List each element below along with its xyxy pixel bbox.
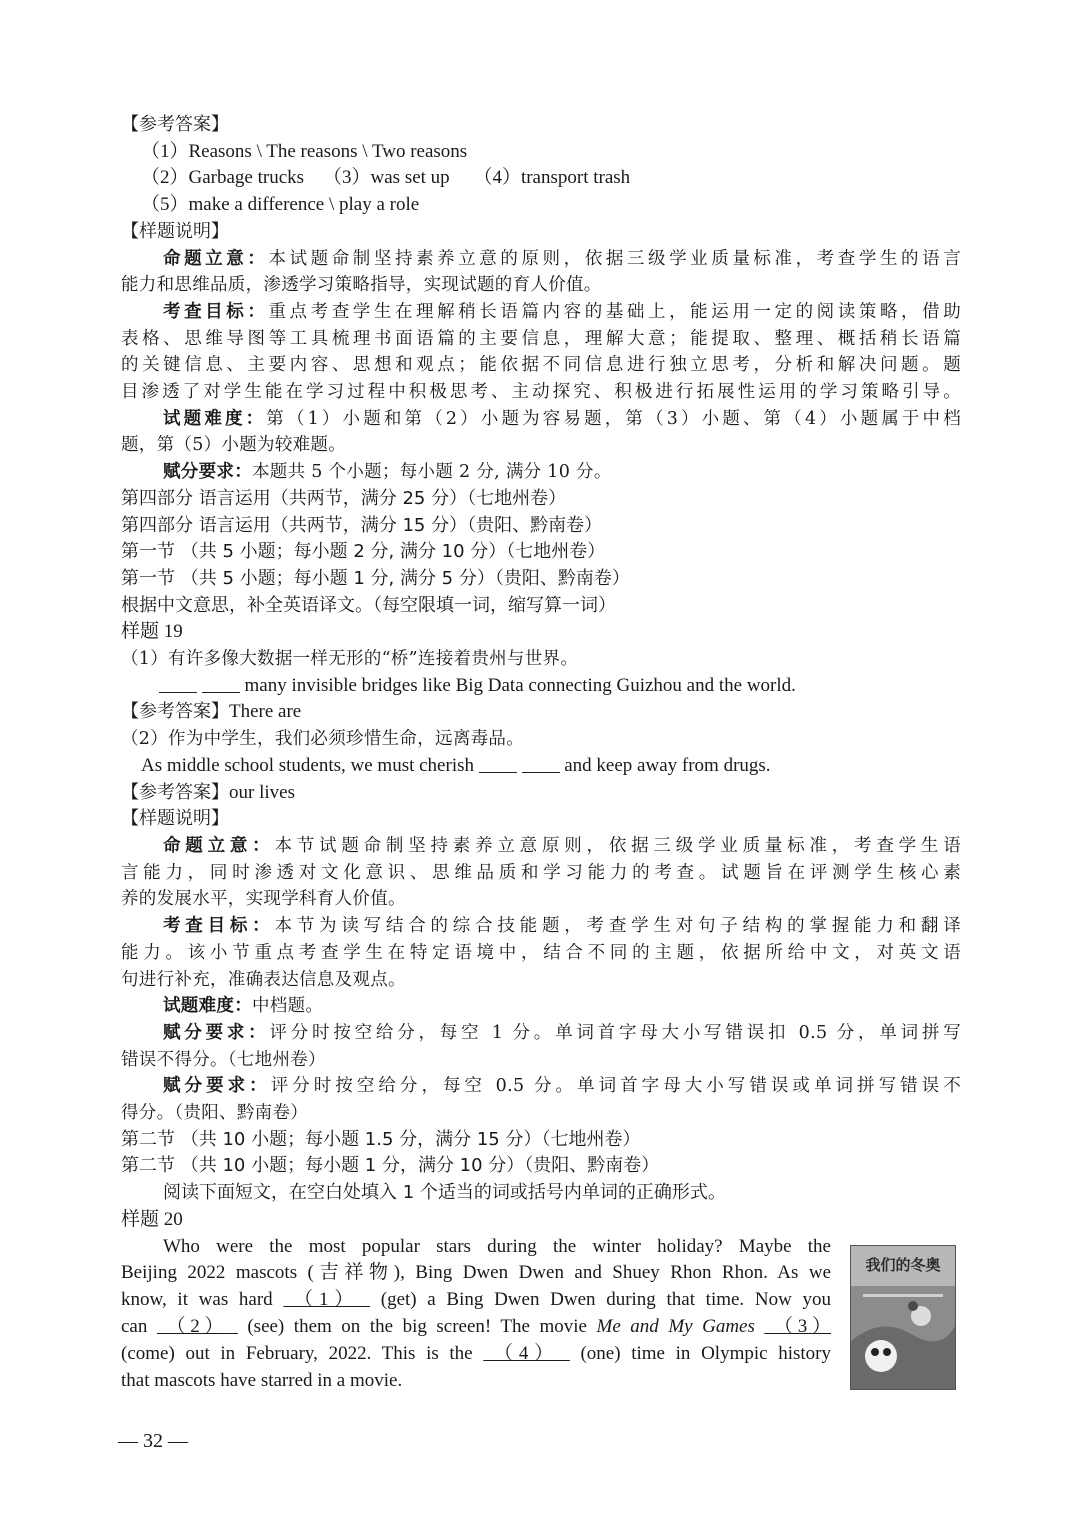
explain-paragraph: 命题立意：本试题命制坚持素养立意的原则，依据三级学业质量标准，考查学生的语言: [163, 248, 961, 269]
explain-paragraph: 赋分要求：评分时按空给分，每空 1 分。单词首字母大小写错误扣 0.5 分，单词拼写: [163, 1022, 961, 1043]
section-heading: 第二节 （共 10 小题；每小题 1.5 分，满分 15 分）（七地州卷）: [121, 1128, 641, 1150]
answer-blank: [202, 674, 240, 693]
explain-paragraph-cont: 错误不得分。（七地州卷）: [121, 1049, 326, 1070]
explain-paragraph-cont: 句进行补充，准确表达信息及观点。: [121, 969, 406, 990]
explain-paragraph-cont: 得分。（贵阳、黔南卷）: [121, 1103, 309, 1124]
passage-line: that mascots have starred in a movie.: [121, 1369, 403, 1391]
passage-line: Beijing 2022 mascots (吉祥物), Bing Dwen Dwen and Shuey Rhon Rhon. As we: [121, 1262, 831, 1284]
explain-header: 【样题说明】: [121, 220, 229, 242]
answer-blank: [479, 754, 517, 773]
passage-line: can （2） (see) them on the big screen! The movie Me and My Games （3）: [121, 1315, 831, 1337]
explain-paragraph-cont: 题，第（5）小题为较难题。: [121, 435, 347, 456]
blank-2: （2）: [166, 1315, 229, 1337]
section-heading: 第一节 （共 5 小题；每小题 1 分, 满分 5 分）（贵阳、黔南卷）: [121, 567, 630, 589]
explain-paragraph: 试题难度：第（1）小题和第（2）小题为容易题，第（3）小题、第（4）小题属于中档: [163, 408, 961, 429]
answer-line: （5）make a difference \ play a role: [141, 194, 420, 216]
blank-1: （1）: [294, 1289, 360, 1311]
answer-blank: [522, 754, 560, 773]
explain-paragraph: 赋分要求：本题共 5 个小题；每小题 2 分, 满分 10 分。: [163, 462, 612, 483]
reading-passage: [121, 1234, 831, 1395]
poster-title: 我们的冬奥: [865, 1256, 941, 1274]
passage-line: (come) out in February, 2022. This is the （4） (one) time in Olympic history: [121, 1342, 831, 1364]
movie-poster-image: [850, 1245, 956, 1390]
instruction: 阅读下面短文，在空白处填入 1 个适当的词或括号内单词的正确形式。: [163, 1182, 726, 1204]
explain-paragraph: 试题难度：中档题。: [163, 996, 324, 1017]
page-content: [121, 112, 961, 1394]
explain-paragraph: 考查目标：本节为读写结合的综合技能题，考查学生对句子结构的掌握能力和翻译: [163, 916, 961, 937]
answer-line: （1）Reasons \ The reasons \ Two reasons: [141, 140, 468, 162]
explain-paragraph-cont: 表格、思维导图等工具梳理书面语篇的主要信息，理解大意；能提取、整理、概括稍长语篇: [121, 328, 961, 349]
explain-paragraph: 赋分要求：评分时按空给分，每空 0.5 分。单词首字母大小写错误或单词拼写错误不: [163, 1076, 961, 1097]
sample-title: 样题 19: [121, 621, 183, 643]
answer-header: 【参考答案】: [121, 114, 229, 135]
instruction: 根据中文意思，补全英语译文。（每空限填一词，缩写算一词）: [121, 594, 616, 616]
explain-paragraph-cont: 能力。该小节重点考查学生在特定语境中，结合不同的主题，依据所给中文，对英文语: [121, 942, 961, 963]
question-cn: （1）有许多像大数据一样无形的“桥”连接着贵州与世界。: [121, 649, 579, 670]
explain-header: 【样题说明】: [121, 808, 229, 830]
section-heading: 第二节 （共 10 小题；每小题 1 分，满分 10 分）（贵阳、黔南卷）: [121, 1155, 660, 1177]
passage-line: know, it was hard （1） (get) a Bing Dwen Dwen during that time. Now you: [121, 1289, 831, 1311]
part-heading: 第四部分 语言运用（共两节，满分 15 分）（贵阳、黔南卷）: [121, 514, 603, 536]
explain-paragraph: 考查目标：重点考查学生在理解稍长语篇内容的基础上，能运用一定的阅读策略，借助: [163, 301, 961, 322]
part-heading: 第四部分 语言运用（共两节，满分 25 分）（七地州卷）: [121, 487, 567, 509]
question-en: As middle school students, we must cherish and keep away from drugs.: [141, 754, 771, 776]
page-number: — 32 —: [118, 1430, 188, 1452]
blank-4: （4）: [493, 1342, 560, 1364]
explain-paragraph-cont: 的关键信息、主要内容、思想和观点；能依据不同信息进行独立思考，分析和解决问题。题: [121, 355, 961, 376]
reference-answer: 【参考答案】our lives: [121, 781, 295, 803]
question-cn: （2）作为中学生，我们必须珍惜生命，远离毒品。: [121, 729, 525, 750]
explain-paragraph: 命题立意：本节试题命制坚持素养立意原则，依据三级学业质量标准，考查学生语: [163, 835, 961, 856]
question-en: many invisible bridges like Big Data connecting Guizhou and the world.: [121, 673, 961, 700]
explain-paragraph-cont: 目渗透了对学生能在学习过程中积极思考、主动探究、积极进行拓展性运用的学习策略引导。: [121, 382, 961, 403]
explain-paragraph-cont: 能力和思维品质，渗透学习策略指导，实现试题的育人价值。: [121, 275, 602, 296]
sample-title: 样题 20: [121, 1208, 183, 1230]
blank-3: （3）: [773, 1315, 831, 1337]
explain-paragraph-cont: 养的发展水平，实现学科育人价值。: [121, 889, 406, 910]
answer-line: （2）Garbage trucks （3）was set up （4）transport trash: [141, 167, 631, 189]
explain-paragraph-cont: 言能力，同时渗透对文化意识、思维品质和学习能力的考查。试题旨在评测学生核心素: [121, 862, 961, 883]
poster-illustration: [851, 1246, 955, 1389]
section-heading: 第一节 （共 5 小题；每小题 2 分, 满分 10 分）（七地州卷）: [121, 541, 606, 563]
passage-line: Who were the most popular stars during the winter holiday? Maybe the: [163, 1235, 831, 1257]
answer-blank: [159, 674, 197, 693]
reference-answer: 【参考答案】There are: [121, 701, 302, 723]
